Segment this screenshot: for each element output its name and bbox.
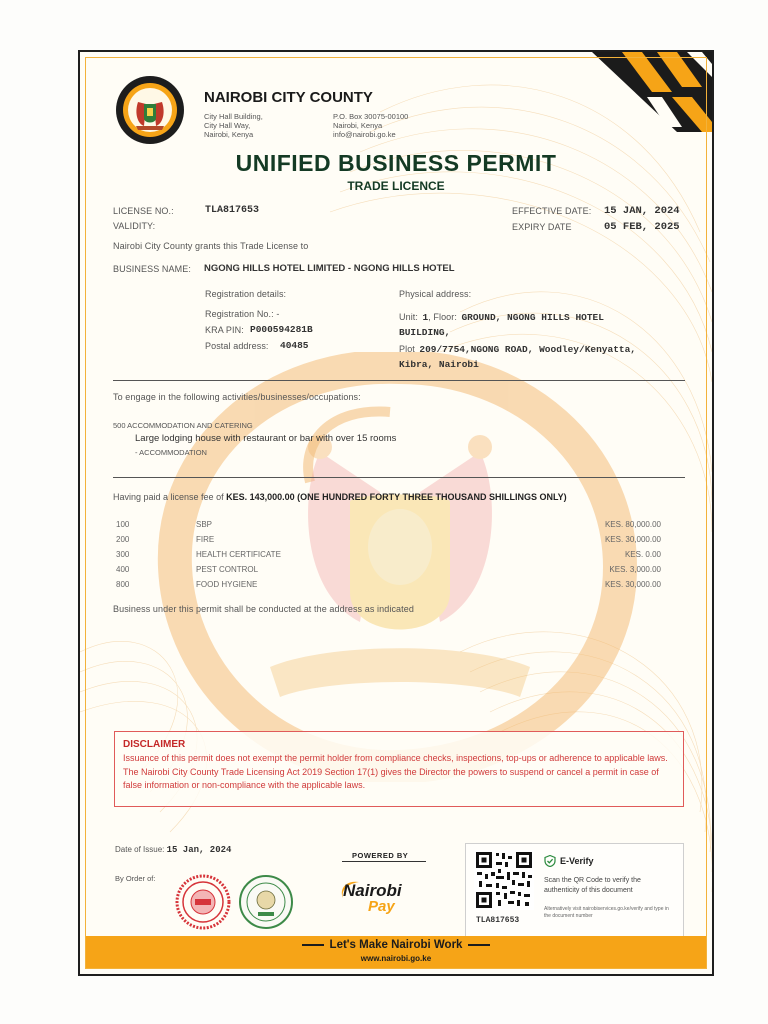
floor-value-cont: BUILDING, — [399, 327, 451, 338]
license-fee-line — [113, 492, 567, 502]
e-verify-title: E-Verify — [560, 856, 594, 866]
divider — [342, 861, 426, 862]
kra-pin-label: KRA PIN: — [205, 325, 244, 335]
address-line: City Hall Building, — [204, 112, 263, 121]
fee-prefix: Having paid a license fee of — [113, 492, 224, 502]
fee-name: SBP — [196, 520, 213, 529]
expiry-date-value: 05 FEB, 2025 — [604, 221, 680, 233]
e-verify-instructions: Scan the QR Code to verify the authenticity of this document — [544, 877, 641, 894]
postal-address-value: 40485 — [280, 340, 309, 351]
e-verify-alternative: Alternatively visit nairobiservices.go.ke/verify and type in the document number — [544, 906, 669, 919]
plot-label: Plot — [399, 344, 415, 354]
address-line: Nairobi, Kenya — [204, 130, 254, 139]
fee-amount: KES. 0.00 — [624, 550, 661, 559]
fee-amount: KES. 80,000.00 — [604, 520, 661, 529]
license-no-value: TLA817653 — [205, 205, 260, 216]
fee-item-row — [116, 580, 661, 594]
fee-item-row — [116, 550, 661, 564]
plot-line — [399, 340, 689, 357]
fee-code: 800 — [116, 580, 130, 589]
powered-by-label: POWERED BY — [352, 851, 409, 860]
date-of-issue-label: Date of Issue: — [115, 845, 165, 854]
fee-item-row — [116, 520, 661, 534]
county-name: NAIROBI CITY COUNTY — [204, 89, 373, 106]
fee-name: FIRE — [196, 535, 215, 544]
shield-check-icon — [544, 855, 556, 867]
county-crest-logo — [114, 74, 186, 146]
floor-value: GROUND, NGONG HILLS HOTEL — [461, 312, 604, 323]
fee-amount: KES. 3,000.00 — [609, 565, 661, 574]
footer-website-link[interactable]: www.nairobi.go.ke — [360, 954, 432, 963]
grant-statement: Nairobi City County grants this Trade License to — [113, 241, 309, 251]
slogan-line-decoration — [468, 944, 490, 946]
license-no-label: LICENSE NO.: — [113, 206, 174, 216]
address-line: Nairobi, Kenya — [333, 121, 383, 130]
effective-date-value: 15 JAN, 2024 — [604, 205, 680, 217]
physical-address-unit-line — [399, 308, 689, 325]
date-of-issue — [115, 845, 231, 855]
permit-document — [78, 50, 714, 976]
disclaimer-box — [114, 731, 684, 807]
activity-subcategory: - ACCOMMODATION — [135, 448, 207, 457]
fee-amount: KES. 30,000.00 — [604, 580, 661, 589]
qr-code[interactable] — [474, 850, 534, 910]
activity-description: Large lodging house with restaurant or bar with over 15 rooms — [135, 433, 397, 444]
effective-date-label: EFFECTIVE DATE: — [512, 206, 592, 216]
expiry-date-label: EXPIRY DATE — [512, 222, 572, 232]
activities-heading: To engage in the following activities/businesses/occupations: — [113, 392, 361, 402]
document-title: UNIFIED BUSINESS PERMIT — [235, 150, 557, 176]
slogan-line-decoration — [302, 944, 324, 946]
validity-label: VALIDITY: — [113, 221, 156, 231]
address-line: City Hall Way, — [204, 121, 251, 130]
physical-address-block — [399, 308, 689, 372]
fee-total: KES. 143,000.00 (ONE HUNDRED FORTY THREE THOUSAND SHILLINGS ONLY) — [226, 492, 567, 502]
e-verify-box — [465, 843, 684, 940]
qr-document-code: TLA817653 — [476, 916, 520, 925]
kra-pin-value: P000594281B — [250, 324, 313, 335]
physical-address-heading: Physical address: — [399, 289, 472, 299]
activity-category: 500 ACCOMMODATION AND CATERING — [113, 421, 253, 430]
plot-value: 209/7754,NGONG ROAD, Woodley/Kenyatta, — [419, 344, 637, 355]
fee-name: FOOD HYGIENE — [196, 580, 258, 589]
corner-pattern-graphic — [562, 52, 712, 132]
divider — [113, 477, 685, 478]
unit-label: Unit: — [399, 312, 419, 322]
nairobi-pay-brand: Nairobi — [343, 881, 402, 900]
disclaimer-text: Issuance of this permit does not exempt the permit holder from compliance checks, inspections, top-ups or adherence to applicable laws. The Nairobi City County Trade Licensing Act 2019 Section 17(1) gives the Director the powers to suspend or cancel a permit in case of false information or non-compliance with the applicable laws. — [123, 753, 668, 790]
date-of-issue-value: 15 Jan, 2024 — [166, 845, 232, 855]
address-line: P.O. Box 30075-00100 — [333, 112, 409, 121]
footer-slogan — [86, 939, 706, 951]
address-block-right — [333, 112, 443, 139]
fee-code: 400 — [116, 565, 130, 574]
by-order-of-label: By Order of: — [115, 874, 156, 883]
registration-no: Registration No.: - — [205, 309, 280, 319]
divider — [113, 380, 685, 381]
plot-value-cont: Kibra, Nairobi — [399, 359, 479, 370]
official-stamp-green — [238, 874, 294, 930]
fee-item-row — [116, 565, 661, 579]
slogan-text: Let's Make Nairobi Work — [329, 939, 463, 951]
business-name-label: BUSINESS NAME: — [113, 264, 191, 274]
official-stamp-red — [175, 874, 231, 930]
fee-code: 300 — [116, 550, 130, 559]
postal-address-label: Postal address: — [205, 341, 269, 351]
fee-code: 100 — [116, 520, 130, 529]
fee-item-row — [116, 535, 661, 549]
registration-heading: Registration details: — [205, 289, 287, 299]
fee-name: PEST CONTROL — [196, 565, 259, 574]
fee-name: HEALTH CERTIFICATE — [196, 550, 281, 559]
fee-code: 200 — [116, 535, 130, 544]
address-line: info@nairobi.go.ke — [333, 130, 396, 139]
floor-label: , Floor: — [428, 312, 457, 322]
unit-value: 1 — [422, 312, 429, 323]
footer-banner — [86, 936, 706, 968]
business-name-value: NGONG HILLS HOTEL LIMITED - NGONG HILLS HOTEL — [204, 263, 455, 274]
address-condition-note: Business under this permit shall be conducted at the address as indicated — [113, 604, 414, 614]
fee-amount: KES. 30,000.00 — [604, 535, 661, 544]
address-block-left — [204, 112, 314, 139]
document-subtitle: TRADE LICENCE — [347, 179, 445, 193]
disclaimer-heading: DISCLAIMER — [123, 739, 186, 750]
nairobi-pay-brand-suffix: Pay — [368, 898, 395, 915]
